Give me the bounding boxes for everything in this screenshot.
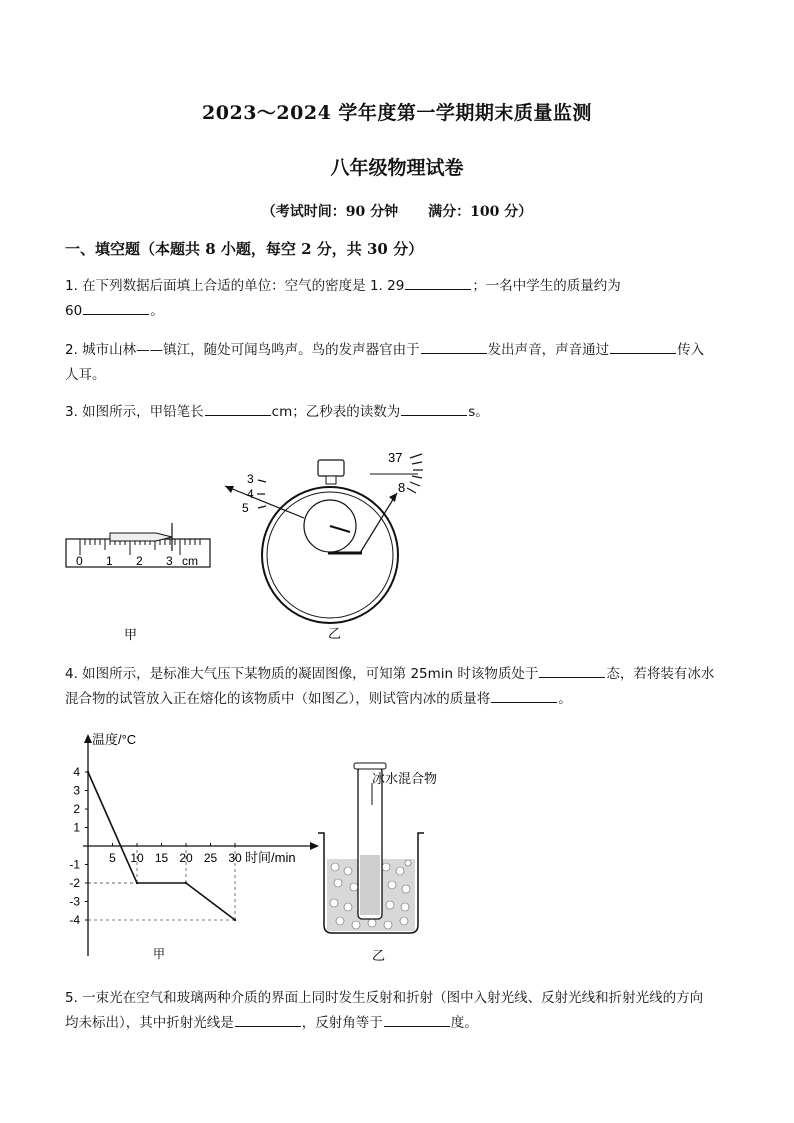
data-point <box>87 771 89 773</box>
stopwatch-label-4: 4 <box>247 487 254 501</box>
stopwatch-crown <box>318 460 344 476</box>
full-score: 满分：100 分） <box>428 204 533 220</box>
stopwatch-label-5: 5 <box>242 501 249 515</box>
q2-blank-2[interactable] <box>610 339 676 354</box>
data-point <box>185 882 187 884</box>
cooling-curve-chart <box>55 728 335 968</box>
x-tick-label: 25 <box>203 851 218 865</box>
ruler-label-3: 3 <box>166 554 173 568</box>
q4-text-b: 态，若将装有冰水 <box>606 666 715 682</box>
q2-text-d: 人耳。 <box>65 367 106 383</box>
q1-text-b: ；一名中学生的质量约为 <box>472 278 621 294</box>
q4-blank-1[interactable] <box>539 663 605 678</box>
ruler-label-0: 0 <box>76 554 83 568</box>
exam-subtitle: 八年级物理试卷 <box>330 157 464 179</box>
q3-text-c: s。 <box>468 404 489 420</box>
q1-blank-1[interactable] <box>405 275 471 290</box>
q4-text-c: 混合物的试管放入正在熔化的该物质中（如图乙），则试管内冰的质量将 <box>65 691 491 707</box>
q3-text-b: cm；乙秒表的读数为 <box>271 404 401 420</box>
stopwatch-stem <box>326 476 336 484</box>
q5-blank-1[interactable] <box>235 1012 301 1027</box>
section-heading: 一、填空题（本题共 8 小题，每空 2 分，共 30 分） <box>65 240 424 258</box>
ruler-label-1: 1 <box>106 554 113 568</box>
ruler-figure <box>60 505 220 655</box>
stopwatch-figure <box>210 440 450 650</box>
y-tick-label: 1 <box>73 820 80 835</box>
q5-blank-2[interactable] <box>384 1012 450 1027</box>
x-axis-label: 时间/min <box>245 850 296 865</box>
test-tube-rim <box>354 763 386 769</box>
x-tick-label: 30 <box>228 851 242 865</box>
question-4 <box>65 662 733 711</box>
q1-blank-2[interactable] <box>83 300 149 315</box>
stopwatch-label-37: 37 <box>388 450 403 465</box>
q2-text-a: 2. 城市山林——镇江，随处可闻鸟鸣声。鸟的发声器官由于 <box>65 342 420 358</box>
q5-text-d: 度。 <box>450 1015 478 1031</box>
question-5 <box>65 986 733 1035</box>
y-tick-label: -2 <box>69 876 80 890</box>
ice-water-label: 冰水混合物 <box>372 771 438 786</box>
y-tick-label: -3 <box>69 894 80 909</box>
beaker-figure <box>310 755 480 970</box>
data-point <box>234 919 236 921</box>
y-tick-label: -1 <box>69 857 80 872</box>
exam-info <box>0 201 794 221</box>
stopwatch-label-8: 8 <box>398 480 406 495</box>
exam-title: 2023～2024 学年度第一学期期末质量监测 <box>202 102 592 124</box>
figure-caption-left: 甲 <box>124 627 138 642</box>
q4-text-a: 4. 如图所示，是标准大气压下某物质的凝固图像，可知第 25min 时该物质处于 <box>65 666 539 682</box>
question-3 <box>65 400 733 424</box>
beaker-caption: 乙 <box>372 948 386 963</box>
question-1 <box>65 274 733 323</box>
x-tick-label: 15 <box>154 851 169 865</box>
q2-text-c: 传入 <box>677 342 705 358</box>
q1-text-a: 1. 在下列数据后面填上合适的单位：空气的密度是 1. 29 <box>65 278 405 294</box>
data-point <box>136 882 138 884</box>
x-tick-label: 5 <box>109 851 116 865</box>
stopwatch-label-3: 3 <box>247 472 254 486</box>
y-tick-label: 2 <box>73 802 80 816</box>
y-tick-label: 4 <box>73 765 80 779</box>
y-tick-label: 3 <box>73 783 80 798</box>
scale-ticks-left <box>257 480 266 508</box>
exam-time: （考试时间：90 分钟 <box>261 204 399 220</box>
y-axis-label: 温度/°C <box>92 732 137 747</box>
chart-caption: 甲 <box>153 947 166 961</box>
q1-text-c: 60 <box>65 303 83 319</box>
q4-blank-2[interactable] <box>491 688 557 703</box>
q5-text-a: 5. 一束光在空气和玻璃两种介质的界面上同时发生反射和折射（图中入射光线、反射光线和折射光线的方向 <box>65 990 704 1006</box>
q1-text-d: 。 <box>150 303 164 319</box>
q5-text-c: ，反射角等于 <box>301 1015 383 1031</box>
q3-blank-2[interactable] <box>401 401 467 416</box>
arrow-head-right <box>389 493 397 502</box>
y-axis-arrow <box>84 734 92 743</box>
x-tick-label: 10 <box>130 851 144 865</box>
q2-blank-1[interactable] <box>421 339 487 354</box>
q3-text-a: 3. 如图所示，甲铅笔长 <box>65 404 204 420</box>
y-tick-label: -4 <box>69 913 80 927</box>
x-tick-label: 20 <box>179 851 193 865</box>
question-2 <box>65 338 733 387</box>
ruler-label-2: 2 <box>136 554 143 568</box>
ruler-unit: cm <box>182 554 198 568</box>
q4-text-d: 。 <box>558 691 572 707</box>
q2-text-b: 发出声音，声音通过 <box>487 342 610 358</box>
pencil <box>110 533 172 541</box>
q5-text-b: 均未标出），其中折射光线是 <box>65 1015 234 1031</box>
ice-water-mixture <box>360 855 380 915</box>
figure-caption-right: 乙 <box>328 626 342 641</box>
q3-blank-1[interactable] <box>205 401 271 416</box>
